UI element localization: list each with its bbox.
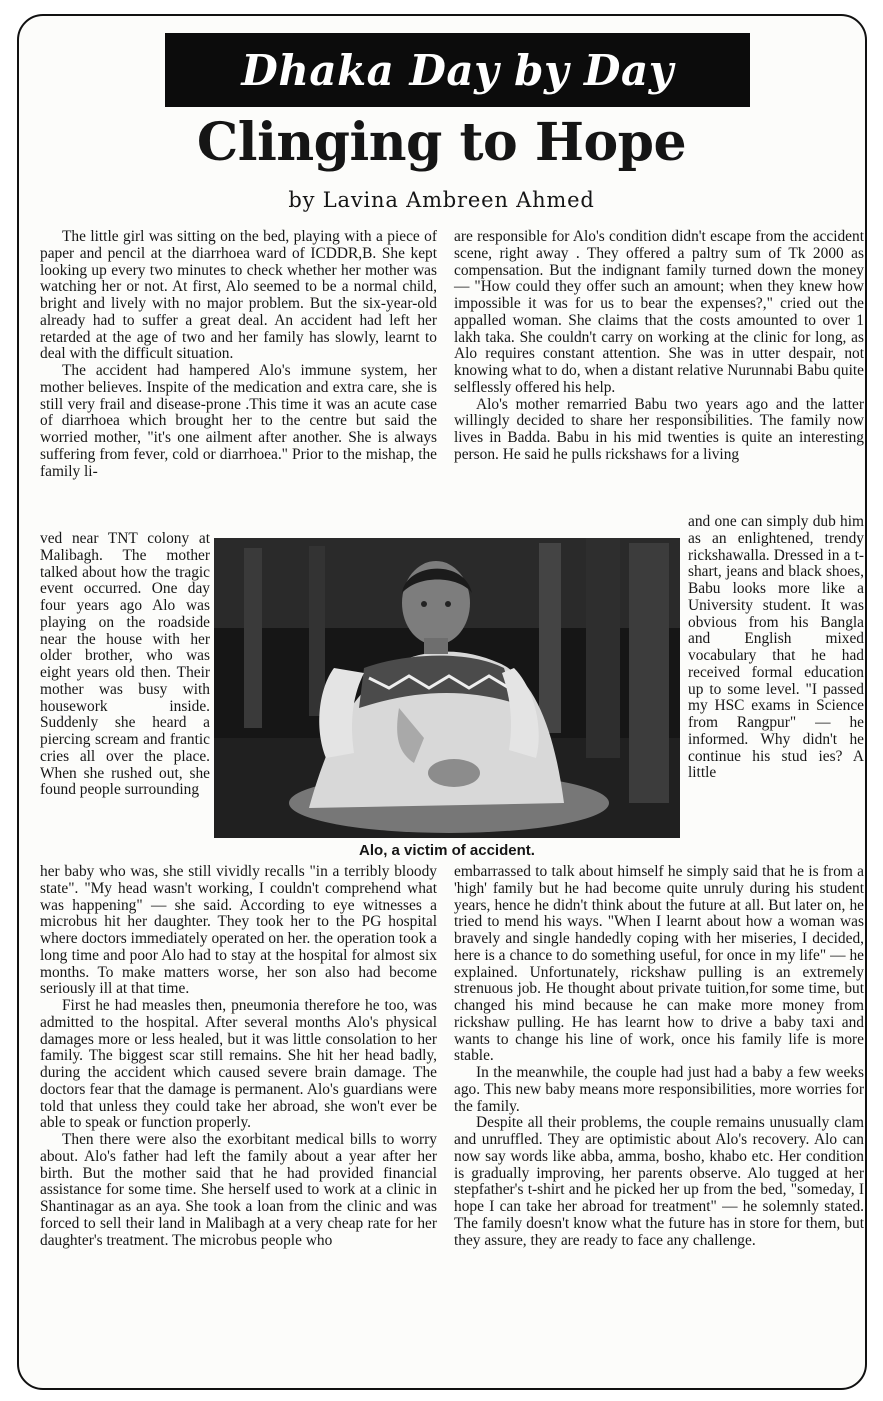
- headline: Clinging to Hope: [196, 112, 687, 173]
- paragraph: The accident had hampered Alo's immune system, her mother believes. Inspite of the medication and extra care, she is still very frail and disease-prone .This time it was an acute case of diarrhoea which brought her to the centre but said the worried mother, "it's one ailment after another. She is always suffering from fever, cold or diarrhoea." Prior to the mishap, the family li-: [40, 362, 437, 480]
- photo-child-sitting-icon: [214, 538, 680, 838]
- photo-alo: [214, 538, 680, 838]
- section-banner: Dhaka Day by Day: [165, 33, 750, 107]
- paragraph: Alo's mother remarried Babu two years ago and the latter willingly decided to share her responsibilities. The family now lives in Badda. Babu in his mid twenties is quite an interesting person. He said he pulls rickshaws for a living: [454, 395, 864, 463]
- paragraph: The little girl was sitting on the bed, playing with a piece of paper and pencil at the diarrhoea ward of ICDDR,B. She kept looking up every two minutes to check whether her mother was watching her or not. At first, Alo seemed to be a normal child, bright and lively with no major problem. But the six-year-old already had to suffer a great deal. An accident had left her retarded at the age of two and her family has slowly, learnt to deal with the difficult situation.: [40, 228, 437, 363]
- paragraph: embarrassed to talk about himself he simply said that he is from a 'high' family but he had become quite unruly during his student years, hence he didn't think about the future at all. But later on, he tried to mend his ways. "When I learnt about how a woman was bravely and single handedly coping with her miseries, I decided, here is a chance to do something useful, for once in my life" — he explained. Unfortunately, rickshaw pulling is an extremely strenuous job. He thought about private tuition,for some time, but changed his mind because he can make more money from rickshaw pulling. He has learnt how to drive a baby taxi and wants to change his line of work, once his family life is more stable.: [454, 863, 864, 1065]
- paragraph: Despite all their problems, the couple remains unusually clam and unruffled. They are optimistic about Alo's recovery. Alo can now say words like abba, amma, bosho, khabo etc. Her condition is gradually improving, her parents observe. Alo tugged at her stepfather's t-shirt and he picked her up from the bed, "someday, I hope I can take her abroad for treatment" — he solemnly stated. The family doesn't know what the future has in store for them, but they assure, they are ready to face any challenge.: [454, 1114, 864, 1249]
- photo-caption: Alo, a victim of accident.: [359, 842, 535, 859]
- column-left-bottom: [40, 864, 437, 1249]
- paragraph: her baby who was, she still vividly recalls "in a terribly bloody state". "My head wasn't working, I couldn't comprehend what was happening" — she said. According to eye witnesses a microbus hit her daughter. They took her to the PG hospital where doctors immediately operated on her. the operation took a long time and poor Alo had to stay at the hospital for almost six months. To make matters worse, her son also had become seriously ill at that time.: [40, 863, 437, 998]
- column-left-wrap: [40, 531, 210, 799]
- paragraph: and one can simply dub him as an enlightened, trendy rickshawalla. Dressed in a t-shart, jeans and black shoes, Babu looks more like a University student. It was obvious from his Bangla and English mixed vocabulary that he had received formal education up to some level. "I passed my HSC exams in Science from Rangpur" — he informed. Why didn't he continue his stud ies? A little: [688, 513, 864, 782]
- column-right-bottom: [454, 864, 864, 1249]
- column-left-top: [40, 229, 437, 480]
- paragraph: Then there were also the exorbitant medical bills to worry about. Alo's father had left the family about a year after her birth. But the mother said that he had provided financial assistance for some time. She herself used to work at a clinic in Shantinagar as an aya. She took a loan from the clinic and was forced to sell their land in Malibagh at a very cheap rate for her daughter's treatment. The microbus people who: [40, 1131, 437, 1249]
- column-right-top: [454, 229, 864, 464]
- paragraph: In the meanwhile, the couple had just had a baby a few weeks ago. This new baby means more responsibilities, more worries for the family.: [454, 1064, 864, 1115]
- paragraph: First he had measles then, pneumonia therefore he too, was admitted to the hospital. After several months Alo's physical damages more or less healed, but it was little consolation to her family. The biggest scar still remains. She hit her head badly, during the accident which caused severe brain damage. The doctors fear that the damage is permanent. Alo's guardians were told that unless they could take her abroad, she won't ever be able to speak or function properly.: [40, 997, 437, 1132]
- paragraph: ved near TNT colony at Malibagh. The mother talked about how the tragic event occurred. One day four years ago Alo was playing on the roadside near the house with her older brother, who was eight years old then. Their mother was busy with housework inside. Suddenly she heard a piercing scream and frantic cries all over the place. When she rushed out, she found people surrounding: [40, 530, 210, 799]
- column-right-wrap: [688, 514, 864, 782]
- paragraph: are responsible for Alo's condition didn't escape from the accident scene, right away . They offered a paltry sum of Tk 2000 as compensation. But the indignant family turned down the money — "How could they offer such an amount; when they knew how impossible it was for us to bear the expenses?," cried out the appalled woman. She claims that the costs amounted to over 1 lakh taka. She couldn't carry on working at the clinic for long, as Alo requires constant attention. She was in utter despair, not knowing what to do, when a distant relative Nurunnabi Babu quite selflessly offered his help.: [454, 228, 864, 396]
- byline: by Lavina Ambreen Ahmed: [288, 188, 595, 212]
